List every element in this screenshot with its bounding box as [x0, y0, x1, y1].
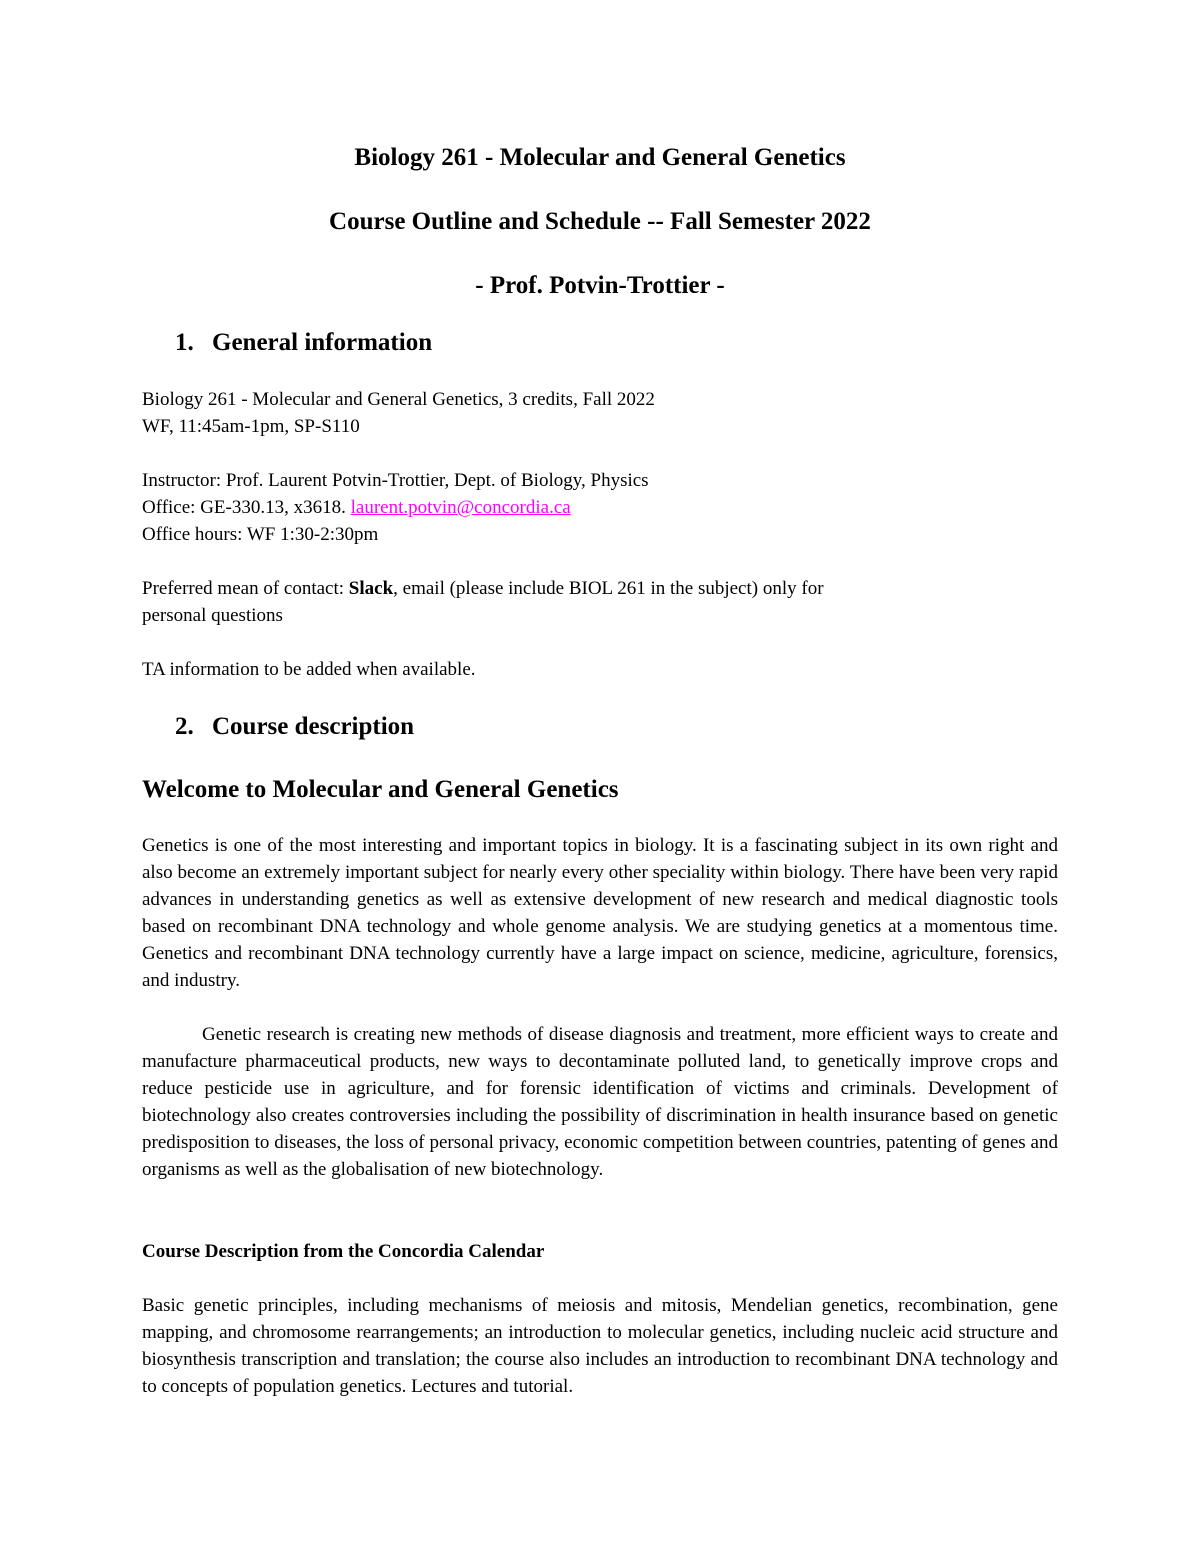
- office-location: Office: GE-330.13, x3618.: [142, 497, 351, 518]
- calendar-description: Basic genetic principles, including mechanisms of meiosis and mitosis, Mendelian genetics, recombination, gene mapping, and chromosome rearrangements; an introduction to molecular genetics, including nucleic acid structure and biosynthesis transcription and translation; the course also includes an introduction to recombinant DNA technology and to concepts of population genetics. Lectures and tutorial.: [142, 1295, 1058, 1397]
- course-info-line: Biology 261 - Molecular and General Genetics, 3 credits, Fall 2022: [142, 389, 655, 410]
- ta-info-line: TA information to be added when available.: [142, 659, 476, 680]
- professor-name: - Prof. Potvin-Trottier -: [475, 272, 725, 299]
- schedule-line: WF, 11:45am-1pm, SP-S110: [142, 416, 360, 437]
- description-paragraph-2: [142, 1021, 1058, 1183]
- section-2-title: Course description: [212, 713, 415, 740]
- instructor-email-link[interactable]: laurent.potvin@concordia.ca: [350, 497, 571, 518]
- calendar-heading: Course Description from the Concordia Calendar: [142, 1241, 545, 1262]
- contact-line-2: personal questions: [142, 605, 283, 626]
- contact-prefix: Preferred mean of contact:: [142, 578, 349, 599]
- contact-slack: Slack: [348, 578, 394, 599]
- description-paragraph-2-text: Genetic research is creating new methods of disease diagnosis and treatment, more efficient ways to create and manufacture pharmaceutical products, new ways to decontaminate polluted land, to genetically improve crops and reduce pesticide use in agriculture, and for forensic identification of victims and criminals. Development of biotechnology also creates controversies including the possibility of discrimination in health insurance based on genetic predisposition to diseases, the loss of personal privacy, economic competition between countries, patenting of genes and organisms as well as the globalisation of new biotechnology.: [142, 1024, 1058, 1180]
- section-1-title: General information: [212, 329, 433, 356]
- section-1-number: 1.: [175, 329, 194, 356]
- contact-line-1: [142, 575, 824, 602]
- office-line: [142, 494, 571, 521]
- document-subtitle: Course Outline and Schedule -- Fall Semester 2022: [329, 208, 871, 235]
- contact-rest: , email (please include BIOL 261 in the subject) only for: [393, 578, 824, 599]
- description-paragraph-1: Genetics is one of the most interesting and important topics in biology. It is a fascinating subject in its own right and also become an extremely important subject for nearly every other speciality within biology. There have been very rapid advances in understanding genetics as well as extensive development of new research and medical diagnostic tools based on recombinant DNA technology and whole genome analysis. We are studying genetics at a momentous time. Genetics and recombinant DNA technology currently have a large impact on science, medicine, agriculture, forensics, and industry.: [142, 835, 1058, 991]
- section-2-number: 2.: [175, 713, 194, 740]
- document-title: Biology 261 - Molecular and General Genetics: [354, 144, 846, 171]
- welcome-heading: Welcome to Molecular and General Genetics: [142, 776, 619, 803]
- office-hours-line: Office hours: WF 1:30-2:30pm: [142, 524, 379, 545]
- instructor-line: Instructor: Prof. Laurent Potvin-Trottier, Dept. of Biology, Physics: [142, 470, 649, 491]
